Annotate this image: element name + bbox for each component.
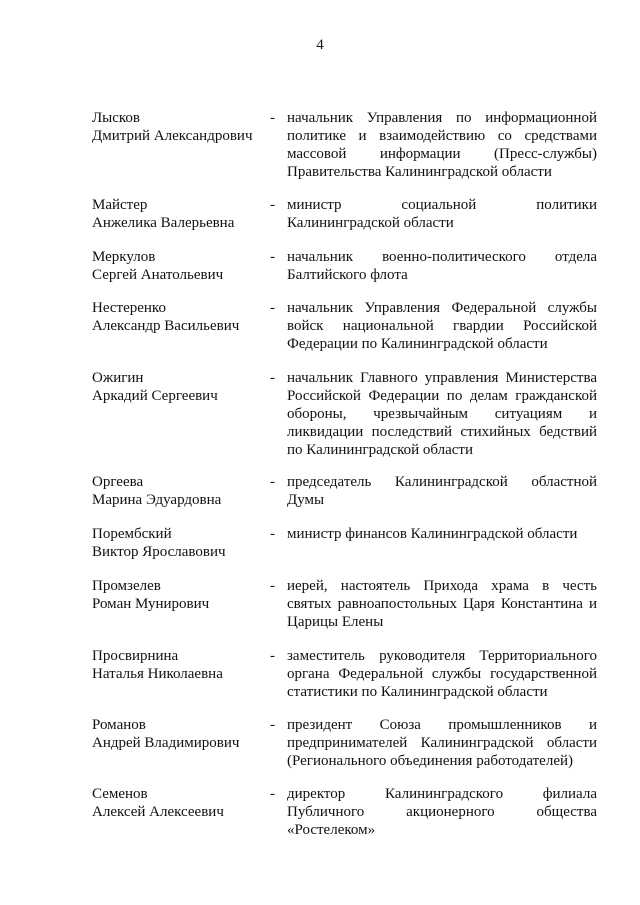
surname: Семенов bbox=[92, 786, 148, 802]
surname: Ожигин bbox=[92, 370, 144, 386]
dash-separator: - bbox=[270, 526, 275, 542]
person-name bbox=[92, 647, 262, 683]
person-name bbox=[92, 248, 262, 284]
person-name bbox=[92, 369, 262, 405]
given-names: Александр Васильевич bbox=[92, 318, 240, 334]
position-text: начальник Главного управления Министерства Российской Федерации по делам гражданской обороны, чрезвычайным ситуациям и ликвидации последствий стихийных бедствий по Калининградской области bbox=[287, 370, 597, 458]
person-name bbox=[92, 473, 262, 509]
dash-separator: - bbox=[270, 249, 275, 265]
surname: Оргеева bbox=[92, 474, 144, 490]
person-name bbox=[92, 196, 262, 232]
position-text: иерей, настоятель Прихода храма в честь святых равноапостольных Царя Константина и Царицы Елены bbox=[287, 578, 597, 630]
dash-separator: - bbox=[270, 300, 275, 316]
position-text: начальник Управления Федеральной службы войск национальной гвардии Российской Федерации по Калининградской области bbox=[287, 300, 597, 352]
position-text: министр социальной политики Калининградской области bbox=[287, 197, 597, 231]
given-names: Анжелика Валерьевна bbox=[92, 215, 235, 231]
surname: Порембский bbox=[92, 526, 172, 542]
given-names: Алексей Алексеевич bbox=[92, 804, 224, 820]
dash-separator: - bbox=[270, 578, 275, 594]
given-names: Андрей Владимирович bbox=[92, 735, 240, 751]
surname: Промзелев bbox=[92, 578, 161, 594]
position-text: председатель Калининградской областной Думы bbox=[287, 474, 597, 508]
surname: Просвирнина bbox=[92, 648, 179, 664]
surname: Майстер bbox=[92, 197, 148, 213]
dash-separator: - bbox=[270, 197, 275, 213]
surname: Лысков bbox=[92, 110, 141, 126]
position-text: заместитель руководителя Территориального органа Федеральной службы государственной статистики по Калининградской области bbox=[287, 648, 597, 700]
given-names: Наталья Николаевна bbox=[92, 666, 223, 682]
surname: Нестеренко bbox=[92, 300, 166, 316]
given-names: Роман Мунирович bbox=[92, 596, 210, 612]
dash-separator: - bbox=[270, 474, 275, 490]
person-name bbox=[92, 525, 262, 561]
given-names: Сергей Анатольевич bbox=[92, 267, 224, 283]
person-name bbox=[92, 785, 262, 821]
position-text: президент Союза промышленников и предпринимателей Калининградской области (Регионального объединения работодателей) bbox=[287, 717, 597, 769]
given-names: Дмитрий Александрович bbox=[92, 128, 253, 144]
position-text: начальник Управления по информационной политике и взаимодействию со средствами массовой информации (Пресс-службы) Правительства Калининградской области bbox=[287, 110, 597, 180]
given-names: Марина Эдуардовна bbox=[92, 492, 222, 508]
page-number: 4 bbox=[316, 37, 324, 53]
dash-separator: - bbox=[270, 717, 275, 733]
dash-separator: - bbox=[270, 110, 275, 126]
surname: Романов bbox=[92, 717, 146, 733]
given-names: Аркадий Сергеевич bbox=[92, 388, 218, 404]
person-name bbox=[92, 299, 262, 335]
given-names: Виктор Ярославович bbox=[92, 544, 226, 560]
dash-separator: - bbox=[270, 648, 275, 664]
position-text: министр финансов Калининградской области bbox=[287, 526, 578, 542]
person-name bbox=[92, 716, 262, 752]
surname: Меркулов bbox=[92, 249, 156, 265]
dash-separator: - bbox=[270, 786, 275, 802]
position-text: начальник военно-политического отдела Балтийского флота bbox=[287, 249, 597, 283]
person-name bbox=[92, 577, 262, 613]
person-name bbox=[92, 109, 262, 145]
position-text: директор Калининградского филиала Публичного акционерного общества «Ростелеком» bbox=[287, 786, 597, 838]
dash-separator: - bbox=[270, 370, 275, 386]
